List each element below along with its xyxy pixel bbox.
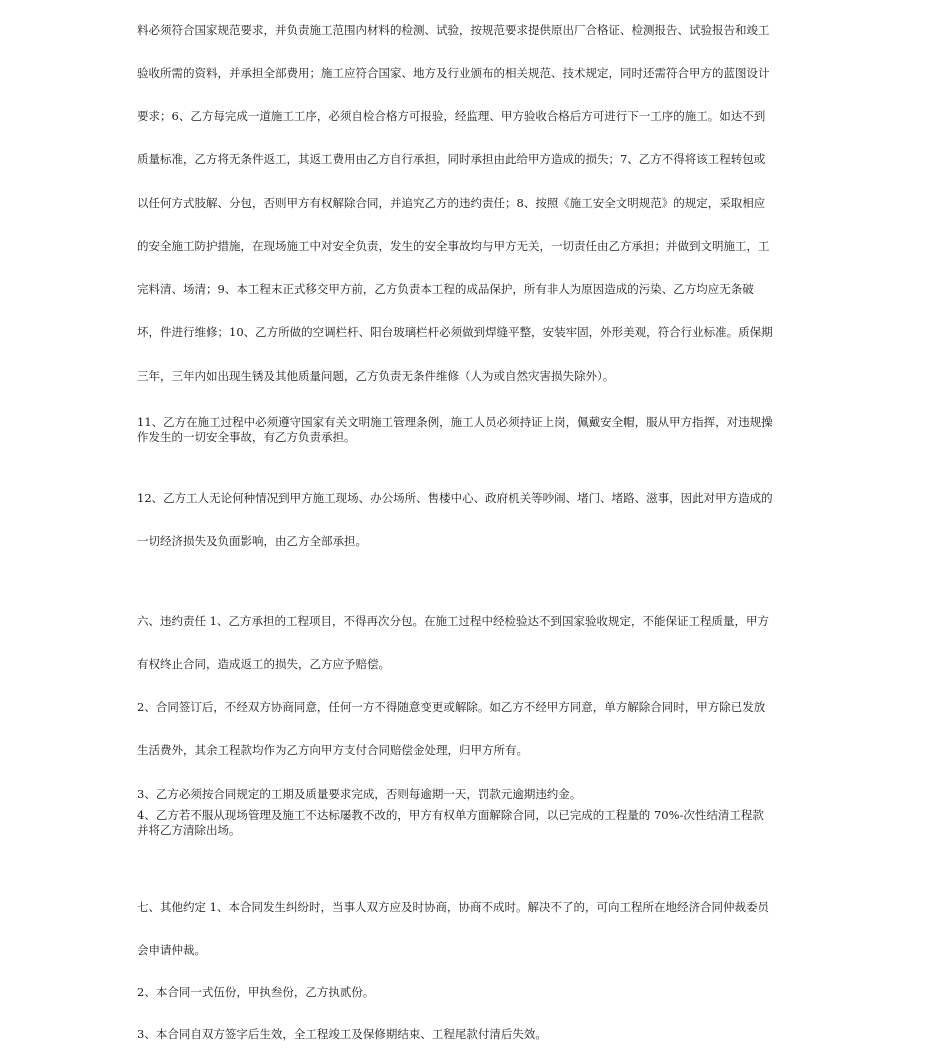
clause-11-line-2: 作发生的一切安全事故，有乙方负责承担。 [137, 430, 356, 444]
clause-11 [137, 415, 801, 445]
paragraph-line-9: 三年，三年内如出现生锈及其他质量问题，乙方负责无条件维修（人为或自然灾害损失除外）。 [137, 369, 615, 383]
clause-6-4-line-1: 4、乙方若不服从现场管理及施工不达标屡教不改的，甲方有权单方面解除合同，以已完成的工程量的 70%-次性结清工程款 [137, 808, 764, 822]
paragraph-line-8: 坏，件进行维修；10、乙方所做的空调栏杆、阳台玻璃栏杆必须做到焊缝平整，安装牢固，外形美观，符合行业标准。质保期 [137, 325, 773, 339]
paragraph-line-4: 质量标准，乙方将无条件返工，其返工费用由乙方自行承担，同时承担由此给甲方造成的损失；7、乙方不得将该工程转包或 [137, 152, 766, 166]
paragraph-line-1: 料必须符合国家规范要求，并负责施工范围内材料的检测、试验，按规范要求提供原出厂合格证、检测报告、试验报告和竣工 [137, 23, 770, 37]
clause-6-2-line-1: 2、合同签订后，不经双方协商同意，任何一方不得随意变更或解除。如乙方不经甲方同意，单方解除合同时，甲方除已发放 [137, 700, 766, 714]
clause-11-line-1: 11、乙方在施工过程中必须遵守国家有关文明施工管理条例，施工人员必须持证上岗，佩戴安全帽，服从甲方指挥，对违规操 [137, 415, 773, 429]
section-7-heading-line-1: 七、其他约定 1、本合同发生纠纷时，当事人双方应及时协商，协商不成时。解决不了的，可向工程所在地经济合同仲裁委员 [137, 900, 769, 914]
paragraph-line-2: 验收所需的资料，并承担全部费用；施工应符合国家、地方及行业颁布的相关规范、技术规定，同时还需符合甲方的蓝图设计 [137, 66, 770, 80]
section-7-heading-line-2: 会申请仲裁。 [137, 943, 206, 957]
clause-6-4-line-2: 并将乙方清除出场。 [137, 823, 241, 837]
clause-6-2-line-2: 生活费外，其余工程款均作为乙方向甲方支付合同赔偿金处理，归甲方所有。 [137, 743, 528, 757]
clause-12-line-2: 一切经济损失及负面影响，由乙方全部承担。 [137, 534, 367, 548]
paragraph-line-7: 完料清、场清；9、本工程末正式移交甲方前，乙方负责本工程的成品保护，所有非人为原因造成的污染、乙方均应无条破 [137, 282, 754, 296]
clause-6-4 [137, 808, 801, 838]
paragraph-line-6: 的安全施工防护措施，在现场施工中对安全负责，发生的安全事故均与甲方无关，一切责任由乙方承担；并做到文明施工，工 [137, 239, 770, 253]
paragraph-line-3: 要求；6、乙方每完成一道施工工序，必须自检合格方可报验，经监理、甲方验收合格后方可进行下一工序的施工。如达不到 [137, 109, 766, 123]
clause-7-2: 2、本合同一式伍份，甲执叁份，乙方执贰份。 [137, 985, 375, 999]
clause-12-line-1: 12、乙方工人无论何种情况到甲方施工现场、办公场所、售楼中心、政府机关等吵闹、堵门、堵路、滋事，因此对甲方造成的 [137, 491, 773, 505]
clause-7-3: 3、本合同自双方签字后生效，全工程竣工及保修期结束、工程尾款付清后失效。 [137, 1027, 547, 1041]
clause-6-3: 3、乙方必须按合同规定的工期及质量要求完成，否则每逾期一天，罚款元逾期违约金。 [137, 787, 582, 801]
paragraph-line-5: 以任何方式肢解、分包，否则甲方有权解除合同，并追究乙方的违约责任；8、按照《施工安全文明规范》的规定，采取相应 [137, 196, 766, 210]
section-6-heading-line-1: 六、违约责任 1、乙方承担的工程项目，不得再次分包。在施工过程中经检验达不到国家验收规定，不能保证工程质量，甲方 [137, 614, 769, 628]
section-6-heading-line-2: 有权终止合同，造成返工的损失，乙方应予赔偿。 [137, 657, 390, 671]
